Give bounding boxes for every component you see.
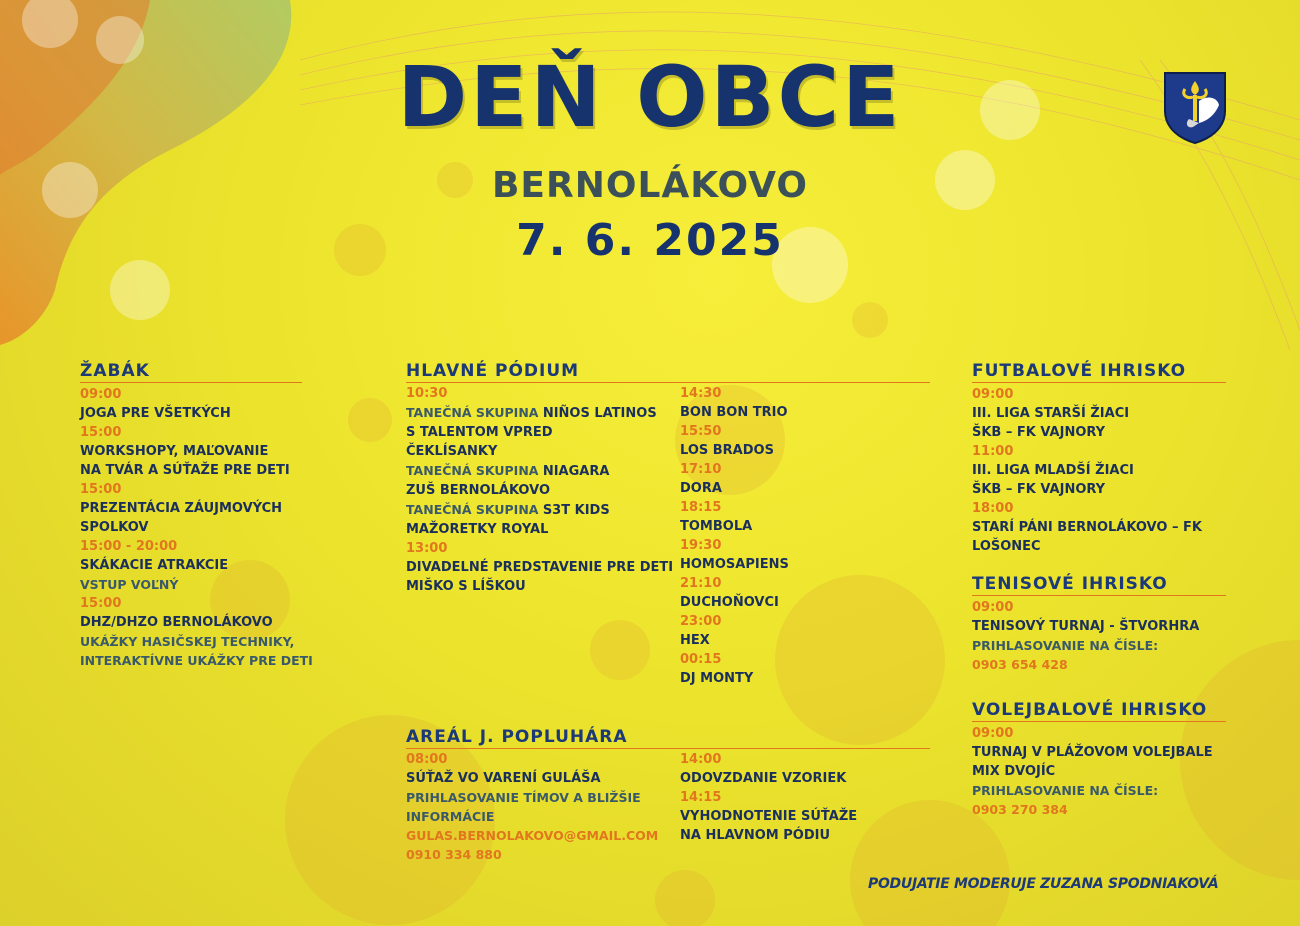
item-note: INFORMÁCIE (406, 809, 495, 824)
time-label: 18:15 (680, 500, 722, 515)
schedule-item: STARÍ PÁNI BERNOLÁKOVO – FK (972, 520, 1202, 535)
time-label: 09:00 (972, 600, 1014, 615)
coat-of-arms-icon (1163, 71, 1227, 145)
schedule-item: DHZ/DHZO BERNOLÁKOVO (80, 615, 273, 630)
schedule-item: VYHODNOTENIE SÚŤAŽE (680, 809, 858, 824)
schedule-list (406, 750, 676, 864)
moderator-note: PODUJATIE MODERUJE ZUZANA SPODNIAKOVÁ (868, 876, 1219, 892)
schedule-item: DUCHOŇOVCI (680, 595, 779, 610)
schedule-list (680, 384, 930, 688)
schedule-item: HOMOSAPIENS (680, 557, 789, 572)
item-note: TANEČNÁ SKUPINA (406, 502, 543, 517)
item-note: PRIHLASOVANIE NA ČÍSLE: (972, 638, 1159, 653)
schedule-item: SKÁKACIE ATRAKCIE (80, 558, 229, 573)
schedule-item: HEX (680, 633, 710, 648)
time-label: 14:30 (680, 386, 722, 401)
schedule-item: LOŠONEC (972, 539, 1041, 554)
contact-info: 0903 654 428 (972, 657, 1068, 672)
time-label: 09:00 (80, 387, 122, 402)
item-note: UKÁŽKY HASIČSKEJ TECHNIKY, (80, 634, 295, 649)
time-label: 21:10 (680, 576, 722, 591)
item-note: TANEČNÁ SKUPINA (406, 463, 543, 478)
section-main-stage (406, 361, 930, 385)
section-areal (406, 727, 930, 751)
section-football (972, 361, 1226, 556)
time-label: 10:30 (406, 386, 448, 401)
schedule-item: LOS BRADOS (680, 443, 774, 458)
schedule-item: NA TVÁR A SÚŤAŽE PRE DETI (80, 463, 290, 478)
schedule-item: ODOVZDANIE VZORIEK (680, 771, 847, 786)
item-note: TANEČNÁ SKUPINA (406, 405, 543, 420)
schedule-item: MIX DVOJÍC (972, 764, 1056, 779)
schedule-item: S TALENTOM VPRED (406, 425, 553, 440)
item-note: VSTUP VOĽNÝ (80, 577, 179, 592)
schedule-list (406, 384, 676, 596)
time-label: 08:00 (406, 752, 448, 767)
schedule-item: MIŠKO S LÍŠKOU (406, 579, 526, 594)
schedule-list (680, 750, 930, 845)
schedule-item: WORKSHOPY, MAĽOVANIE (80, 444, 269, 459)
item-note: INTERAKTÍVNE UKÁŽKY PRE DETI (80, 653, 313, 668)
village-name: BERNOLÁKOVO (491, 165, 809, 206)
time-label: 15:00 - 20:00 (80, 539, 178, 554)
contact-info: GULAS.BERNOLAKOVO@GMAIL.COM (406, 828, 659, 843)
item-name: S3T KIDS (542, 503, 610, 518)
schedule-item: BON BON TRIO (680, 405, 788, 420)
section-title: VOLEJBALOVÉ IHRISKO (972, 700, 1226, 722)
time-label: 09:00 (972, 726, 1014, 741)
item-name: NIÑOS LATINOS (542, 406, 657, 421)
schedule-item: TURNAJ V PLÁŽOVOM VOLEJBALE (972, 745, 1213, 760)
schedule-item: TENISOVÝ TURNAJ - ŠTVORHRA (972, 619, 1200, 634)
schedule-item: SÚŤAŽ VO VARENÍ GULÁŠA (406, 771, 601, 786)
schedule-item (406, 403, 676, 423)
schedule-item: SPOLKOV (80, 520, 149, 535)
schedule-item (406, 500, 676, 520)
schedule-list (972, 724, 1226, 819)
schedule-item: ŠKB – FK VAJNORY (972, 482, 1106, 497)
section-title: ŽABÁK (80, 361, 302, 383)
schedule-item: PREZENTÁCIA ZÁUJMOVÝCH (80, 501, 283, 516)
time-label: 00:15 (680, 652, 722, 667)
schedule-list (972, 385, 1226, 556)
schedule-item: ČEKLÍSANKY (406, 444, 498, 459)
schedule-item: ŠKB – FK VAJNORY (972, 425, 1106, 440)
section-zabak (80, 361, 313, 670)
time-label: 15:00 (80, 482, 122, 497)
time-label: 23:00 (680, 614, 722, 629)
event-date: 7. 6. 2025 (516, 215, 784, 266)
section-tennis (972, 574, 1226, 674)
schedule-item: TOMBOLA (680, 519, 753, 534)
page-title: DEŇ OBCE (397, 48, 903, 146)
schedule-item: DORA (680, 481, 722, 496)
time-label: 18:00 (972, 501, 1014, 516)
section-title: TENISOVÉ IHRISKO (972, 574, 1226, 596)
item-note: PRIHLASOVANIE NA ČÍSLE: (972, 783, 1159, 798)
time-label: 19:30 (680, 538, 722, 553)
section-title: HLAVNÉ PÓDIUM (406, 361, 930, 383)
item-name: NIAGARA (542, 464, 610, 479)
schedule-item: DIVADELNÉ PREDSTAVENIE PRE DETI (406, 560, 674, 575)
item-note: PRIHLASOVANIE TÍMOV A BLIŽŠIE (406, 790, 641, 805)
time-label: 14:15 (680, 790, 722, 805)
contact-info: 0910 334 880 (406, 847, 502, 862)
section-title: FUTBALOVÉ IHRISKO (972, 361, 1226, 383)
schedule-item (406, 461, 676, 481)
time-label: 15:00 (80, 425, 122, 440)
schedule-list (972, 598, 1226, 674)
time-label: 15:00 (80, 596, 122, 611)
schedule-list (80, 385, 313, 670)
schedule-item: MAŽORETKY ROYAL (406, 522, 549, 537)
contact-info: 0903 270 384 (972, 802, 1068, 817)
schedule-item: DJ MONTY (680, 671, 754, 686)
time-label: 17:10 (680, 462, 722, 477)
schedule-item: JOGA PRE VŠETKÝCH (80, 406, 231, 421)
time-label: 13:00 (406, 541, 448, 556)
time-label: 14:00 (680, 752, 722, 767)
time-label: 11:00 (972, 444, 1014, 459)
schedule-item: ZUŠ BERNOLÁKOVO (406, 483, 551, 498)
schedule-item: III. LIGA STARŠÍ ŽIACI (972, 406, 1130, 421)
section-title: AREÁL J. POPLUHÁRA (406, 727, 930, 749)
time-label: 15:50 (680, 424, 722, 439)
schedule-item: III. LIGA MLADŠÍ ŽIACI (972, 463, 1134, 478)
time-label: 09:00 (972, 387, 1014, 402)
schedule-item: NA HLAVNOM PÓDIU (680, 828, 831, 843)
section-volleyball (972, 700, 1226, 819)
